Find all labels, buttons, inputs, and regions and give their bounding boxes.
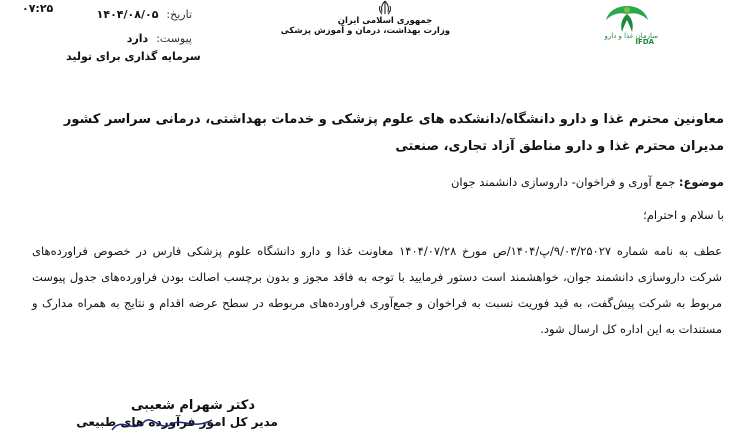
logo-caption: سازمان غذا و دارو xyxy=(604,32,658,40)
year-slogan: سرمایه گذاری برای تولید xyxy=(66,50,201,63)
letter-time: ۰۷:۲۵ xyxy=(22,2,54,15)
ministry-header xyxy=(280,0,450,36)
signer-title: مدیر کل امور فرآورده های طبیعی xyxy=(76,415,278,429)
attachment-value: دارد xyxy=(126,31,149,45)
signer-name: دکتر شهرام شعیبی xyxy=(130,398,255,413)
letter-meta xyxy=(12,2,192,50)
letter-paragraph: عطف به نامه شماره ۹/۰۳/۲۵۰۲۷/پ/۱۴۰۴/ص مورخ ۱۴۰۴/۰۷/۲۸ معاونت غذا و دارو دانشگاه علوم پزشکی فارس در خصوص فراورده‌های شرکت داروسازی دانشمند جوان، خواهشمند است دستور فرمایید با توجه به فاقد مجوز و بدون برچسب اصالت بودن فراورده‌های جدول پیوست مربوط به شرکت پیش‌گفت، به قید فوریت نسبت به فراخوان و جمع‌آوری فراورده‌های مربوطه در سطح عرضه اقدام و نتایج به همراه مدارک و مستندات به این اداره کل ارسال شود. xyxy=(32,244,722,336)
ministry-name: وزارت بهداشت، درمان و آموزش پزشکی xyxy=(280,26,450,36)
recipient-line-2: مدیران محترم غذا و دارو مناطق آزاد تجاری، صنعتی xyxy=(395,139,724,154)
date-value: ۱۴۰۴/۰۸/۰۵ xyxy=(96,7,159,21)
handwritten-signature-icon xyxy=(102,408,222,438)
subject-text: جمع آوری و فراخوان- داروسازی دانشمند جوان xyxy=(450,175,676,189)
iran-emblem-icon xyxy=(376,0,394,16)
letter-greeting: با سلام و احترام؛ xyxy=(643,208,724,222)
date-label: تاریخ: xyxy=(166,7,192,21)
letter-subject xyxy=(30,175,724,189)
logo-abbr: IFDA xyxy=(635,38,654,46)
signature-block xyxy=(76,398,278,429)
attachment-label: پیوست: xyxy=(156,31,192,45)
ministry-country: جمهوری اسلامی ایران xyxy=(337,16,433,26)
recipient-line-1: معاونین محترم غذا و دارو دانشگاه/دانشکده های علوم پزشکی و خدمات بهداشتی، درمانی سراسر کشور xyxy=(63,112,724,127)
subject-label: موضوع: xyxy=(678,175,724,189)
